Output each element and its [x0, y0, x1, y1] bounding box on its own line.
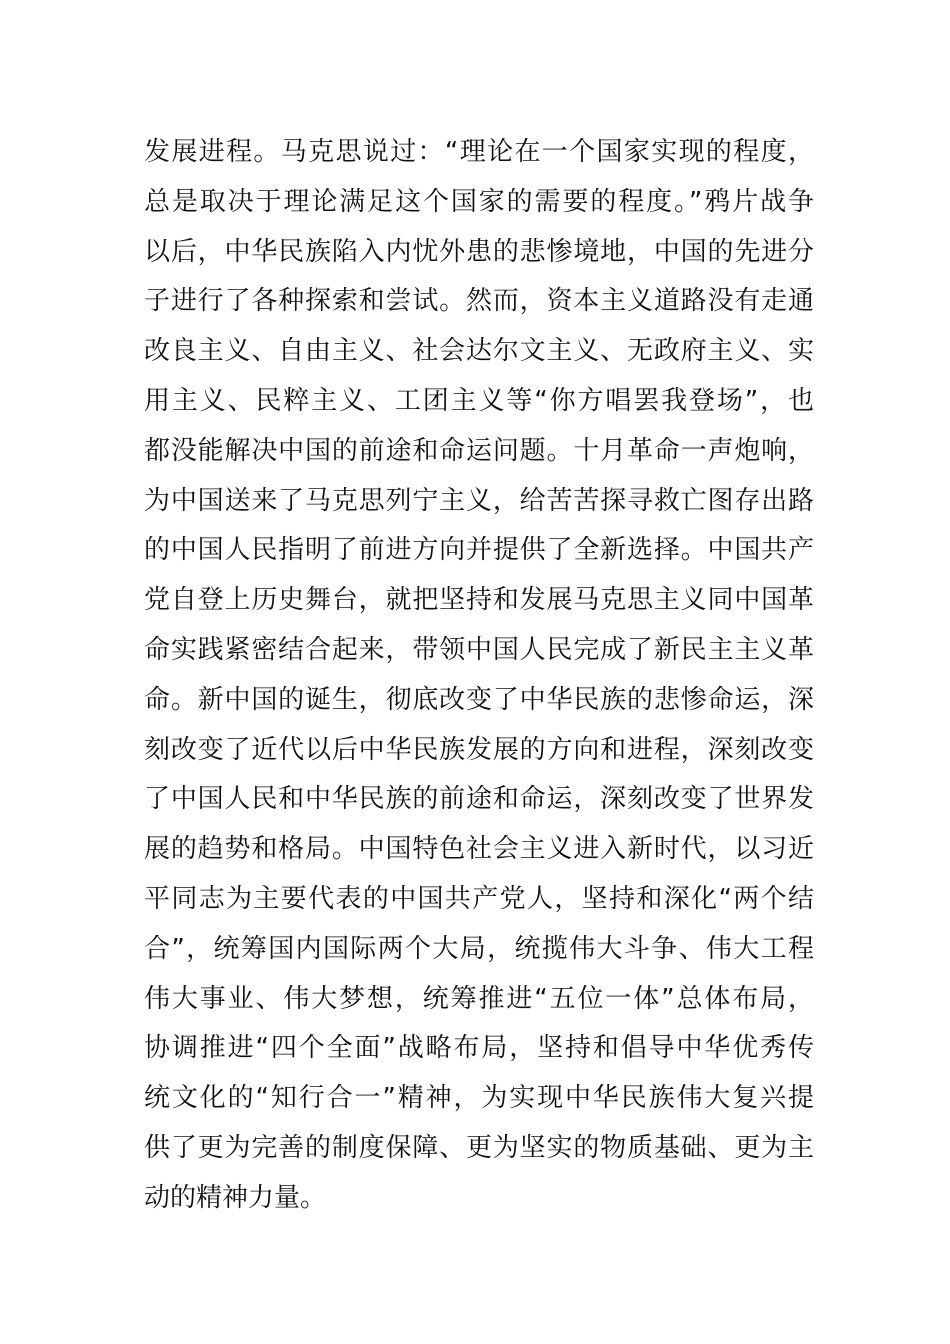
text-line: 子进行了各种探索和尝试。然而，资本主义道路没有走通	[144, 286, 814, 317]
text-line: 党自登上历史舞台，就把坚持和发展马克思主义同中国革	[144, 585, 814, 616]
text-line: 为中国送来了马克思列宁主义，给苦苦探寻救亡图存出路	[144, 485, 814, 516]
text-line: 统文化的“知行合一”精神，为实现中华民族伟大复兴提	[144, 1083, 814, 1114]
text-line: 平同志为主要代表的中国共产党人，坚持和深化“两个结	[144, 883, 814, 914]
text-line: 改良主义、自由主义、社会达尔文主义、无政府主义、实	[144, 336, 814, 367]
text-line: 动的精神力量。	[144, 1182, 327, 1213]
text-line: 总是取决于理论满足这个国家的需要的程度。”鸦片战争	[144, 186, 814, 217]
text-line: 展的趋势和格局。中国特色社会主义进入新时代，以习近	[144, 834, 814, 865]
text-line: 命实践紧密结合起来，带领中国人民完成了新民主主义革	[144, 634, 814, 665]
text-line: 协调推进“四个全面”战略布局，坚持和倡导中华优秀传	[144, 1033, 814, 1064]
text-line: 命。新中国的诞生，彻底改变了中华民族的悲惨命运，深	[144, 684, 814, 715]
body-text	[144, 128, 814, 1224]
text-line: 用主义、民粹主义、工团主义等“你方唱罢我登场”，也	[144, 385, 814, 416]
text-line: 合”，统筹国内国际两个大局，统揽伟大斗争、伟大工程	[144, 933, 814, 964]
text-line: 供了更为完善的制度保障、更为坚实的物质基础、更为主	[144, 1132, 814, 1163]
text-line: 的中国人民指明了前进方向并提供了全新选择。中国共产	[144, 535, 814, 566]
text-line: 了中国人民和中华民族的前途和命运，深刻改变了世界发	[144, 784, 814, 815]
text-line: 以后，中华民族陷入内忧外患的悲惨境地，中国的先进分	[144, 236, 814, 267]
text-line: 刻改变了近代以后中华民族发展的方向和进程，深刻改变	[144, 734, 814, 765]
text-line: 发展进程。马克思说过：“理论在一个国家实现的程度，	[144, 137, 814, 167]
text-line: 伟大事业、伟大梦想，统筹推进“五位一体”总体布局，	[144, 983, 814, 1014]
text-line: 都没能解决中国的前途和命运问题。十月革命一声炮响，	[144, 435, 814, 466]
